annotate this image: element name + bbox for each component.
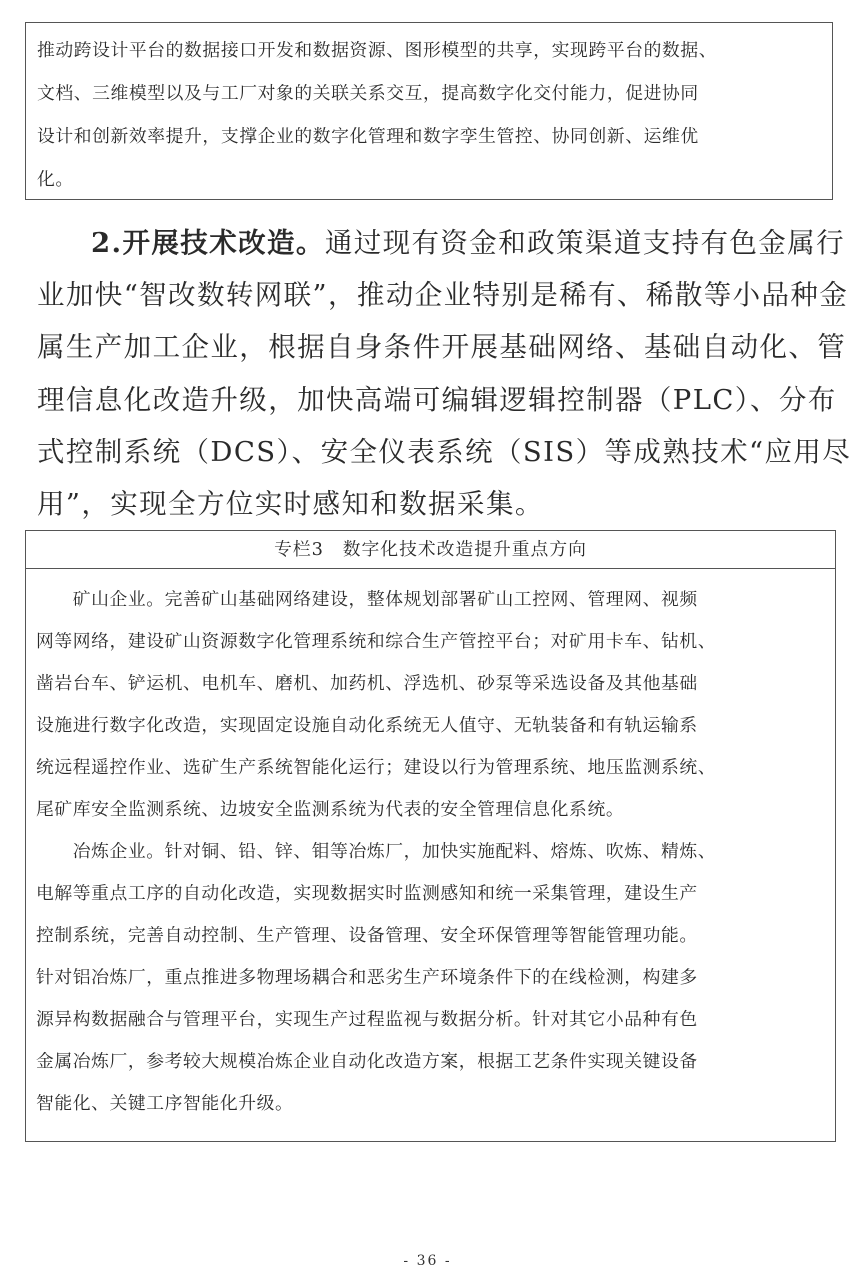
- column-text-line: 设施进行数字化改造，实现固定设施自动化系统无人值守、无轨装备和有轨运输系: [36, 715, 698, 736]
- column-box-3: [25, 530, 836, 1142]
- page-number: - 36 -: [403, 1253, 452, 1269]
- column-text-line: 智能化、关键工序智能化升级。: [36, 1093, 294, 1114]
- continued-text-box: [25, 22, 833, 200]
- box-text-line: 文档、三维模型以及与工厂对象的关联关系交互，提高数字化交付能力，促进协同: [37, 83, 699, 104]
- column-text-line: 金属冶炼厂，参考较大规模冶炼企业自动化改造方案，根据工艺条件实现关键设备: [36, 1051, 698, 1072]
- column-title: 专栏3 数字化技术改造提升重点方向: [26, 531, 835, 569]
- column-text-line: 矿山企业。完善矿山基础网络建设，整体规划部署矿山工控网、管理网、视频: [36, 589, 698, 610]
- column-text-line: 电解等重点工序的自动化改造，实现数据实时监测感知和统一采集管理，建设生产: [36, 883, 698, 904]
- column-text-line: 统远程遥控作业、选矿生产系统智能化运行；建设以行为管理系统、地压监测系统、: [36, 757, 717, 778]
- column-text-line: 凿岩台车、铲运机、电机车、磨机、加药机、浮选机、砂泵等采选设备及其他基础: [36, 673, 698, 694]
- column-text-line: 控制系统，完善自动控制、生产管理、设备管理、安全环保管理等智能管理功能。: [36, 925, 698, 946]
- paragraph-line: 用”，实现全方位实时感知和数据采集。: [37, 488, 544, 520]
- paragraph-line: 式控制系统（DCS）、安全仪表系统（SIS）等成熟技术“应用尽: [37, 436, 852, 468]
- section-heading: 2.开展技术改造。: [91, 227, 325, 259]
- paragraph-line: 理信息化改造升级，加快高端可编辑逻辑控制器（PLC）、分布: [37, 384, 837, 416]
- column-text-line: 尾矿库安全监测系统、边坡安全监测系统为代表的安全管理信息化系统。: [36, 799, 625, 820]
- column-text-line: 源异构数据融合与管理平台，实现生产过程监视与数据分析。针对其它小品种有色: [36, 1009, 698, 1030]
- column-text-line: 网等网络，建设矿山资源数字化管理系统和综合生产管控平台；对矿用卡车、钻机、: [36, 631, 717, 652]
- box-text-line: 设计和创新效率提升，支撑企业的数字化管理和数字孪生管控、协同创新、运维优: [37, 126, 699, 147]
- column-text-line: 冶炼企业。针对铜、铅、锌、钼等冶炼厂，加快实施配料、熔炼、吹炼、精炼、: [36, 841, 717, 862]
- paragraph-line: 业加快“智改数转网联”，推动企业特别是稀有、稀散等小品种金: [37, 279, 849, 311]
- paragraph-line: 属生产加工企业，根据自身条件开展基础网络、基础自动化、管: [37, 331, 847, 363]
- column-text-line: 针对铝冶炼厂，重点推进多物理场耦合和恶劣生产环境条件下的在线检测，构建多: [36, 967, 698, 988]
- box-text-line: 化。: [37, 169, 74, 190]
- paragraph-text: 通过现有资金和政策渠道支持有色金属行: [324, 227, 846, 259]
- paragraph-line: [91, 220, 845, 260]
- box-text-line: 推动跨设计平台的数据接口开发和数据资源、图形模型的共享，实现跨平台的数据、: [37, 40, 718, 61]
